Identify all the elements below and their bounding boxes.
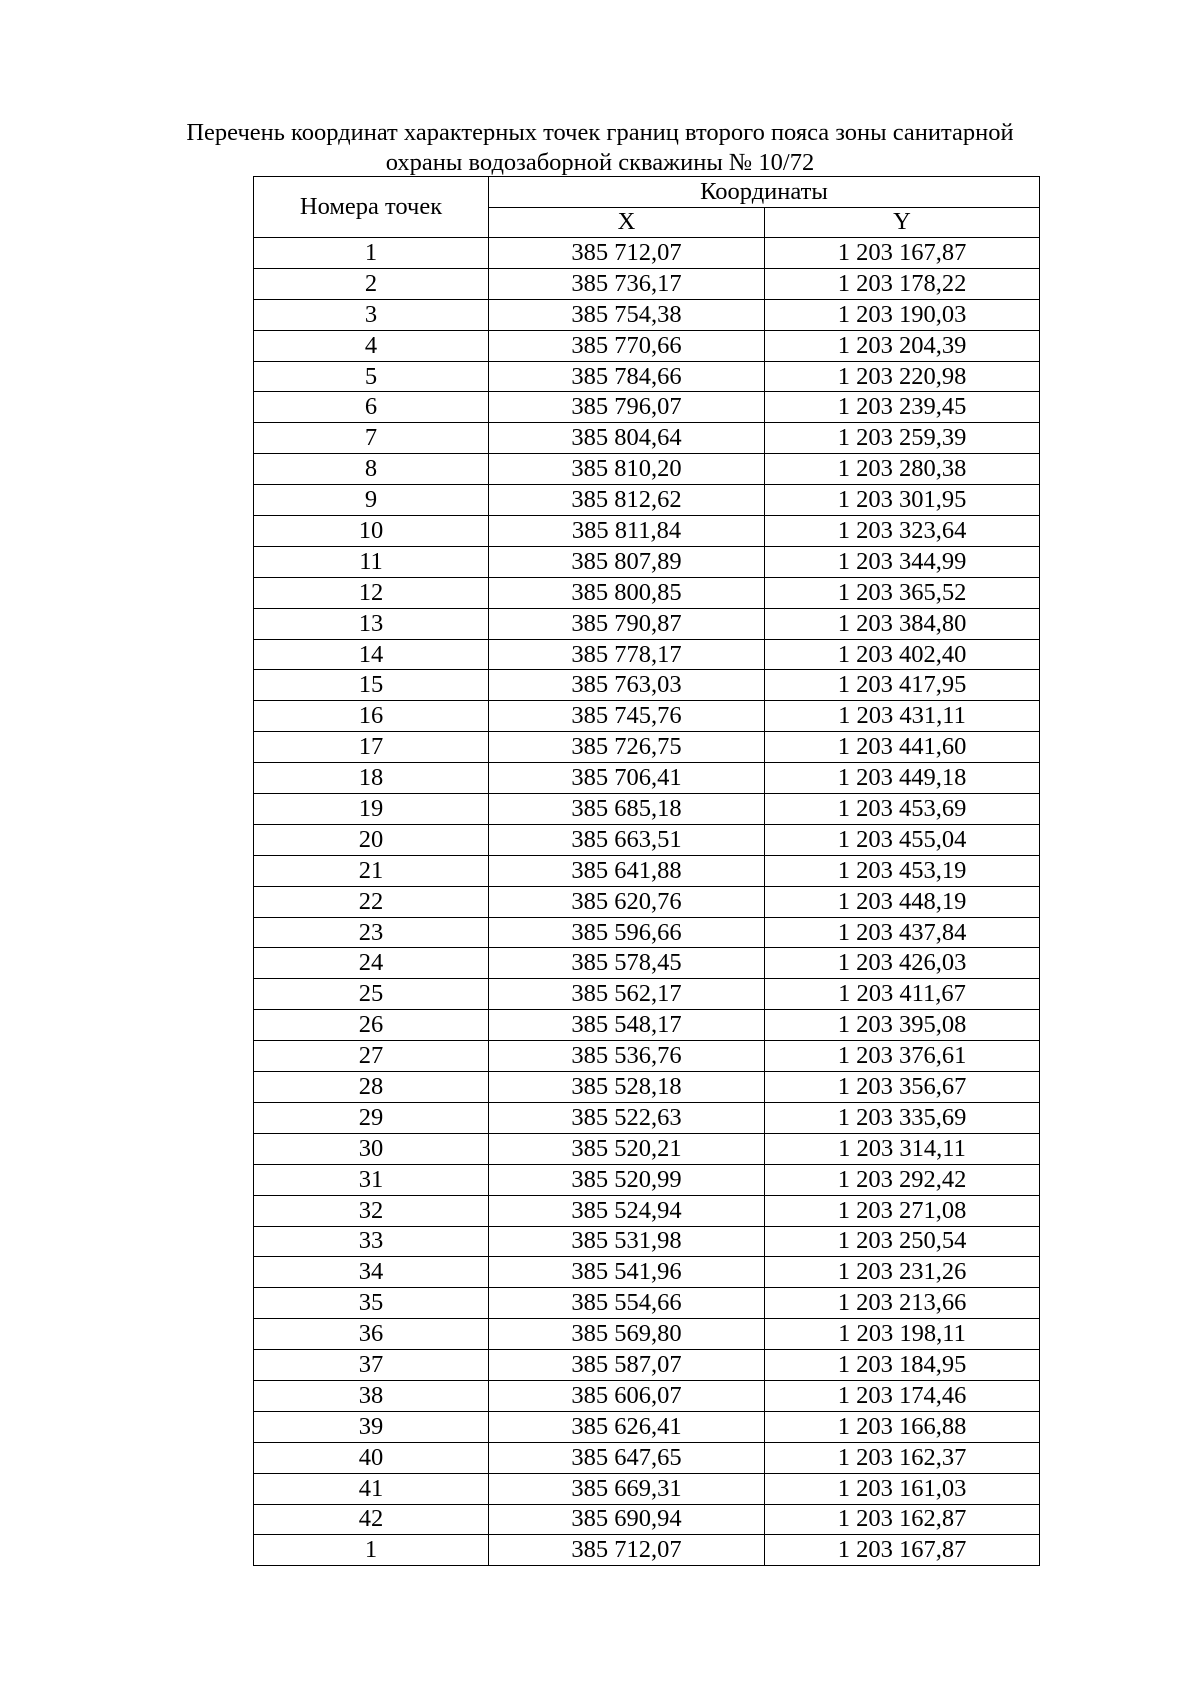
x-coordinate-cell: 385 536,76 — [489, 1041, 765, 1072]
table-row — [254, 1350, 1040, 1381]
table-row — [254, 886, 1040, 917]
x-coordinate-cell: 385 712,07 — [489, 1535, 765, 1566]
point-number-cell: 39 — [254, 1411, 489, 1442]
point-number-cell: 33 — [254, 1226, 489, 1257]
y-coordinate-cell: 1 203 411,67 — [765, 979, 1040, 1010]
table-row — [254, 824, 1040, 855]
x-coordinate-cell: 385 745,76 — [489, 701, 765, 732]
y-coordinate-cell: 1 203 356,67 — [765, 1072, 1040, 1103]
x-coordinate-cell: 385 810,20 — [489, 454, 765, 485]
table-row — [254, 1041, 1040, 1072]
x-coordinate-cell: 385 804,64 — [489, 423, 765, 454]
table-header-row — [254, 177, 1040, 208]
point-number-cell: 32 — [254, 1195, 489, 1226]
table-row — [254, 670, 1040, 701]
y-coordinate-cell: 1 203 166,88 — [765, 1411, 1040, 1442]
document-title — [150, 118, 1050, 178]
point-number-cell: 27 — [254, 1041, 489, 1072]
x-coordinate-cell: 385 562,17 — [489, 979, 765, 1010]
x-coordinate-cell: 385 541,96 — [489, 1257, 765, 1288]
y-coordinate-cell: 1 203 220,98 — [765, 361, 1040, 392]
header-coordinates: Координаты — [489, 177, 1040, 208]
y-coordinate-cell: 1 203 239,45 — [765, 392, 1040, 423]
y-coordinate-cell: 1 203 453,69 — [765, 794, 1040, 825]
point-number-cell: 13 — [254, 608, 489, 639]
x-coordinate-cell: 385 596,66 — [489, 917, 765, 948]
point-number-cell: 21 — [254, 855, 489, 886]
y-coordinate-cell: 1 203 292,42 — [765, 1164, 1040, 1195]
y-coordinate-cell: 1 203 449,18 — [765, 763, 1040, 794]
x-coordinate-cell: 385 554,66 — [489, 1288, 765, 1319]
table-row — [254, 794, 1040, 825]
table-row — [254, 392, 1040, 423]
y-coordinate-cell: 1 203 259,39 — [765, 423, 1040, 454]
x-coordinate-cell: 385 663,51 — [489, 824, 765, 855]
point-number-cell: 36 — [254, 1319, 489, 1350]
table-row — [254, 979, 1040, 1010]
table-row — [254, 1380, 1040, 1411]
header-y: Y — [765, 207, 1040, 238]
y-coordinate-cell: 1 203 204,39 — [765, 330, 1040, 361]
x-coordinate-cell: 385 641,88 — [489, 855, 765, 886]
point-number-cell: 18 — [254, 763, 489, 794]
point-number-cell: 35 — [254, 1288, 489, 1319]
point-number-cell: 1 — [254, 238, 489, 269]
table-row — [254, 268, 1040, 299]
x-coordinate-cell: 385 528,18 — [489, 1072, 765, 1103]
x-coordinate-cell: 385 626,41 — [489, 1411, 765, 1442]
point-number-cell: 2 — [254, 268, 489, 299]
point-number-cell: 20 — [254, 824, 489, 855]
y-coordinate-cell: 1 203 323,64 — [765, 516, 1040, 547]
x-coordinate-cell: 385 620,76 — [489, 886, 765, 917]
x-coordinate-cell: 385 569,80 — [489, 1319, 765, 1350]
point-number-cell: 14 — [254, 639, 489, 670]
table-row — [254, 1319, 1040, 1350]
x-coordinate-cell: 385 578,45 — [489, 948, 765, 979]
table-row — [254, 454, 1040, 485]
x-coordinate-cell: 385 685,18 — [489, 794, 765, 825]
y-coordinate-cell: 1 203 250,54 — [765, 1226, 1040, 1257]
y-coordinate-cell: 1 203 198,11 — [765, 1319, 1040, 1350]
table-row — [254, 299, 1040, 330]
x-coordinate-cell: 385 812,62 — [489, 485, 765, 516]
x-coordinate-cell: 385 669,31 — [489, 1473, 765, 1504]
y-coordinate-cell: 1 203 426,03 — [765, 948, 1040, 979]
y-coordinate-cell: 1 203 190,03 — [765, 299, 1040, 330]
table-row — [254, 1473, 1040, 1504]
table-row — [254, 732, 1040, 763]
y-coordinate-cell: 1 203 280,38 — [765, 454, 1040, 485]
table-row — [254, 1442, 1040, 1473]
x-coordinate-cell: 385 800,85 — [489, 577, 765, 608]
point-number-cell: 31 — [254, 1164, 489, 1195]
point-number-cell: 24 — [254, 948, 489, 979]
point-number-cell: 25 — [254, 979, 489, 1010]
x-coordinate-cell: 385 520,21 — [489, 1133, 765, 1164]
table-row — [254, 608, 1040, 639]
y-coordinate-cell: 1 203 167,87 — [765, 238, 1040, 269]
x-coordinate-cell: 385 796,07 — [489, 392, 765, 423]
y-coordinate-cell: 1 203 344,99 — [765, 546, 1040, 577]
point-number-cell: 42 — [254, 1504, 489, 1535]
x-coordinate-cell: 385 778,17 — [489, 639, 765, 670]
point-number-cell: 4 — [254, 330, 489, 361]
y-coordinate-cell: 1 203 167,87 — [765, 1535, 1040, 1566]
y-coordinate-cell: 1 203 178,22 — [765, 268, 1040, 299]
point-number-cell: 19 — [254, 794, 489, 825]
x-coordinate-cell: 385 587,07 — [489, 1350, 765, 1381]
y-coordinate-cell: 1 203 161,03 — [765, 1473, 1040, 1504]
table-row — [254, 763, 1040, 794]
table-row — [254, 1288, 1040, 1319]
table-row — [254, 1195, 1040, 1226]
point-number-cell: 34 — [254, 1257, 489, 1288]
table-row — [254, 701, 1040, 732]
point-number-cell: 37 — [254, 1350, 489, 1381]
point-number-cell: 11 — [254, 546, 489, 577]
table-row — [254, 917, 1040, 948]
title-line-1: Перечень координат характерных точек границ второго пояса зоны санитарной — [186, 119, 1014, 146]
point-number-cell: 10 — [254, 516, 489, 547]
point-number-cell: 17 — [254, 732, 489, 763]
point-number-cell: 29 — [254, 1102, 489, 1133]
point-number-cell: 22 — [254, 886, 489, 917]
point-number-cell: 41 — [254, 1473, 489, 1504]
x-coordinate-cell: 385 712,07 — [489, 238, 765, 269]
y-coordinate-cell: 1 203 437,84 — [765, 917, 1040, 948]
x-coordinate-cell: 385 606,07 — [489, 1380, 765, 1411]
x-coordinate-cell: 385 784,66 — [489, 361, 765, 392]
y-coordinate-cell: 1 203 453,19 — [765, 855, 1040, 886]
point-number-cell: 28 — [254, 1072, 489, 1103]
point-number-cell: 26 — [254, 1010, 489, 1041]
y-coordinate-cell: 1 203 431,11 — [765, 701, 1040, 732]
y-coordinate-cell: 1 203 231,26 — [765, 1257, 1040, 1288]
table-row — [254, 577, 1040, 608]
table-body — [254, 238, 1040, 1566]
table-row — [254, 238, 1040, 269]
point-number-cell: 9 — [254, 485, 489, 516]
point-number-cell: 16 — [254, 701, 489, 732]
header-x: X — [489, 207, 765, 238]
point-number-cell: 23 — [254, 917, 489, 948]
table-row — [254, 1010, 1040, 1041]
coordinates-table — [253, 176, 1040, 1566]
y-coordinate-cell: 1 203 301,95 — [765, 485, 1040, 516]
point-number-cell: 12 — [254, 577, 489, 608]
y-coordinate-cell: 1 203 395,08 — [765, 1010, 1040, 1041]
point-number-cell: 40 — [254, 1442, 489, 1473]
table-row — [254, 485, 1040, 516]
x-coordinate-cell: 385 524,94 — [489, 1195, 765, 1226]
x-coordinate-cell: 385 736,17 — [489, 268, 765, 299]
point-number-cell: 1 — [254, 1535, 489, 1566]
y-coordinate-cell: 1 203 335,69 — [765, 1102, 1040, 1133]
y-coordinate-cell: 1 203 314,11 — [765, 1133, 1040, 1164]
table-row — [254, 361, 1040, 392]
y-coordinate-cell: 1 203 271,08 — [765, 1195, 1040, 1226]
y-coordinate-cell: 1 203 213,66 — [765, 1288, 1040, 1319]
table-row — [254, 1164, 1040, 1195]
x-coordinate-cell: 385 520,99 — [489, 1164, 765, 1195]
table-row — [254, 1504, 1040, 1535]
table-row — [254, 516, 1040, 547]
x-coordinate-cell: 385 522,63 — [489, 1102, 765, 1133]
table-row — [254, 1226, 1040, 1257]
title-line-2: охраны водозаборной скважины № 10/72 — [385, 149, 815, 176]
table-row — [254, 1102, 1040, 1133]
x-coordinate-cell: 385 690,94 — [489, 1504, 765, 1535]
y-coordinate-cell: 1 203 455,04 — [765, 824, 1040, 855]
x-coordinate-cell: 385 807,89 — [489, 546, 765, 577]
x-coordinate-cell: 385 531,98 — [489, 1226, 765, 1257]
y-coordinate-cell: 1 203 417,95 — [765, 670, 1040, 701]
table-row — [254, 1535, 1040, 1566]
point-number-cell: 8 — [254, 454, 489, 485]
y-coordinate-cell: 1 203 384,80 — [765, 608, 1040, 639]
x-coordinate-cell: 385 790,87 — [489, 608, 765, 639]
table-row — [254, 1133, 1040, 1164]
table-row — [254, 948, 1040, 979]
table-row — [254, 1411, 1040, 1442]
y-coordinate-cell: 1 203 365,52 — [765, 577, 1040, 608]
table-row — [254, 1257, 1040, 1288]
y-coordinate-cell: 1 203 448,19 — [765, 886, 1040, 917]
x-coordinate-cell: 385 811,84 — [489, 516, 765, 547]
header-point-numbers: Номера точек — [254, 177, 489, 238]
point-number-cell: 6 — [254, 392, 489, 423]
y-coordinate-cell: 1 203 162,37 — [765, 1442, 1040, 1473]
point-number-cell: 15 — [254, 670, 489, 701]
table-row — [254, 423, 1040, 454]
y-coordinate-cell: 1 203 174,46 — [765, 1380, 1040, 1411]
point-number-cell: 5 — [254, 361, 489, 392]
point-number-cell: 30 — [254, 1133, 489, 1164]
table-row — [254, 330, 1040, 361]
y-coordinate-cell: 1 203 376,61 — [765, 1041, 1040, 1072]
table-row — [254, 546, 1040, 577]
y-coordinate-cell: 1 203 402,40 — [765, 639, 1040, 670]
y-coordinate-cell: 1 203 184,95 — [765, 1350, 1040, 1381]
point-number-cell: 38 — [254, 1380, 489, 1411]
x-coordinate-cell: 385 763,03 — [489, 670, 765, 701]
table-row — [254, 639, 1040, 670]
x-coordinate-cell: 385 548,17 — [489, 1010, 765, 1041]
y-coordinate-cell: 1 203 441,60 — [765, 732, 1040, 763]
point-number-cell: 3 — [254, 299, 489, 330]
table-row — [254, 855, 1040, 886]
point-number-cell: 7 — [254, 423, 489, 454]
x-coordinate-cell: 385 647,65 — [489, 1442, 765, 1473]
table-row — [254, 1072, 1040, 1103]
x-coordinate-cell: 385 726,75 — [489, 732, 765, 763]
y-coordinate-cell: 1 203 162,87 — [765, 1504, 1040, 1535]
x-coordinate-cell: 385 706,41 — [489, 763, 765, 794]
x-coordinate-cell: 385 754,38 — [489, 299, 765, 330]
x-coordinate-cell: 385 770,66 — [489, 330, 765, 361]
